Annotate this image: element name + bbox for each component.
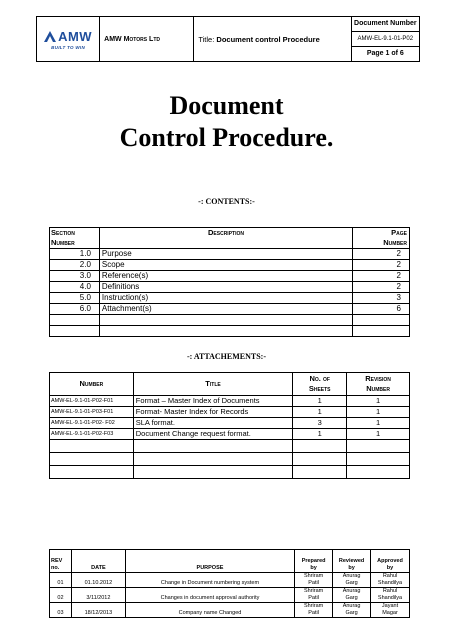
section-description: Instruction(s) xyxy=(99,293,352,304)
approved-first-name: Jayant xyxy=(381,603,399,609)
col-page-line1: Page xyxy=(391,228,407,237)
col-revision-header xyxy=(347,373,410,396)
col-sheets-line2: Sheets xyxy=(308,384,331,393)
revision-table xyxy=(49,549,410,618)
approved-last-name: Shandilya xyxy=(377,580,403,586)
revision-prepared-by xyxy=(295,588,333,603)
blank-cell xyxy=(50,453,134,466)
revision-approved-by xyxy=(371,588,410,603)
attachment-blank-row xyxy=(50,466,410,479)
col-reviewed-line2: by xyxy=(348,565,355,571)
revision-header-row xyxy=(50,550,410,573)
col-page-header xyxy=(353,228,410,249)
logo-text: AMW xyxy=(58,28,93,44)
blank-cell xyxy=(293,453,347,466)
revision-reviewed-by xyxy=(333,603,371,618)
attachment-row xyxy=(50,396,410,407)
blank-cell xyxy=(353,315,410,326)
col-reviewed-header xyxy=(333,550,371,573)
blank-cell xyxy=(50,326,100,337)
revision-row xyxy=(50,573,410,588)
revision-prepared-by xyxy=(295,603,333,618)
blank-cell xyxy=(133,440,293,453)
revision-purpose: Changes in document approval authority xyxy=(125,588,294,603)
section-page: 2 xyxy=(353,282,410,293)
col-section-line1: Section xyxy=(51,228,75,237)
company-name: AMW Motors Ltd xyxy=(100,17,194,62)
attachment-title: SLA format. xyxy=(133,418,293,429)
revision-row xyxy=(50,588,410,603)
attachment-number: AMW-EL-9.1-01-P02- F02 xyxy=(50,418,134,429)
attachment-title: Document Change request format. xyxy=(133,429,293,440)
section-number: 6.0 xyxy=(50,304,100,315)
col-rev-header xyxy=(50,550,72,573)
revision-purpose: Change in Document numbering system xyxy=(125,573,294,588)
col-approved-line1: Approved xyxy=(377,558,403,564)
reviewed-first-name: Anurag xyxy=(342,603,361,609)
contents-row xyxy=(50,293,410,304)
blank-cell xyxy=(50,440,134,453)
section-page: 2 xyxy=(353,260,410,271)
logo-tagline: BUILT TO WIN xyxy=(51,44,86,50)
document-title: Document control Procedure xyxy=(216,34,320,44)
blank-cell xyxy=(353,326,410,337)
col-rev-line2: no. xyxy=(51,565,60,571)
blank-cell xyxy=(293,466,347,479)
section-description: Purpose xyxy=(99,249,352,260)
docnum-value: AMW-EL-9.1-01-P02 xyxy=(352,32,419,47)
approved-first-name: Rahul xyxy=(382,573,398,579)
attachment-row xyxy=(50,418,410,429)
reviewed-first-name: Anurag xyxy=(342,588,361,594)
blank-cell xyxy=(99,315,352,326)
section-page: 3 xyxy=(353,293,410,304)
attachment-title: Format- Master Index for Records xyxy=(133,407,293,418)
attachment-number: AMW-EL-9.1-01-P02-F03 xyxy=(50,429,134,440)
revision-number: 02 xyxy=(50,588,72,603)
contents-row xyxy=(50,260,410,271)
section-description: Attachment(s) xyxy=(99,304,352,315)
attachment-title: Format – Master Index of Documents xyxy=(133,396,293,407)
revision-purpose: Company name Changed xyxy=(125,603,294,618)
revision-date: 01.10.2012 xyxy=(71,573,125,588)
col-date-header: DATE xyxy=(71,550,125,573)
prepared-first-name: Shriram xyxy=(303,603,324,609)
attachment-blank-row xyxy=(50,440,410,453)
main-title xyxy=(0,90,453,154)
prepared-last-name: Patil xyxy=(308,610,319,616)
col-prepared-line1: Prepared xyxy=(301,558,326,564)
col-prepared-header xyxy=(295,550,333,573)
col-sheets-line1: No. of xyxy=(309,374,330,383)
attachment-sheets: 1 xyxy=(293,396,347,407)
attachment-revision: 1 xyxy=(347,418,410,429)
blank-cell xyxy=(133,453,293,466)
attachment-revision: 1 xyxy=(347,407,410,418)
reviewed-last-name: Garg xyxy=(345,580,358,586)
revision-reviewed-by xyxy=(333,588,371,603)
contents-table xyxy=(49,227,410,337)
col-number-header: Number xyxy=(50,373,134,396)
attachment-revision: 1 xyxy=(347,396,410,407)
main-title-line-2: Control Procedure. xyxy=(119,123,334,152)
prepared-last-name: Patil xyxy=(308,580,319,586)
prepared-first-name: Shriram xyxy=(303,588,324,594)
docnum-cell xyxy=(351,17,419,62)
col-desc-header: Description xyxy=(99,228,352,249)
amw-logo-icon xyxy=(44,31,56,42)
contents-blank-row xyxy=(50,315,410,326)
col-rev-line1: REV xyxy=(51,558,63,564)
revision-reviewed-by xyxy=(333,573,371,588)
attachment-blank-row xyxy=(50,453,410,466)
blank-cell xyxy=(133,466,293,479)
section-number: 4.0 xyxy=(50,282,100,293)
blank-cell xyxy=(50,466,134,479)
attachment-number: AMW-EL-9.1-01-P02-F01 xyxy=(50,396,134,407)
contents-heading: -: CONTENTS:- xyxy=(198,197,255,206)
blank-cell xyxy=(293,440,347,453)
col-section-line2: Number xyxy=(51,238,75,247)
col-page-line2: Number xyxy=(383,238,407,247)
revision-prepared-by xyxy=(295,573,333,588)
contents-row xyxy=(50,282,410,293)
col-revision-line2: Number xyxy=(366,384,390,393)
blank-cell xyxy=(347,466,410,479)
attachment-sheets: 1 xyxy=(293,407,347,418)
col-prepared-line2: by xyxy=(310,565,317,571)
section-number: 1.0 xyxy=(50,249,100,260)
document-title-cell xyxy=(194,17,351,62)
section-description: Reference(s) xyxy=(99,271,352,282)
revision-number: 01 xyxy=(50,573,72,588)
logo-cell xyxy=(37,17,100,62)
document-header xyxy=(36,16,420,62)
approved-last-name: Shandilya xyxy=(377,595,403,601)
section-page: 2 xyxy=(353,249,410,260)
section-number: 3.0 xyxy=(50,271,100,282)
attachment-sheets: 3 xyxy=(293,418,347,429)
section-number: 5.0 xyxy=(50,293,100,304)
revision-date: 18/12/2013 xyxy=(71,603,125,618)
attachment-sheets: 1 xyxy=(293,429,347,440)
title-prefix: Title: xyxy=(198,34,215,44)
attachments-heading: -: ATTACHEMENTS:- xyxy=(186,352,267,361)
contents-row xyxy=(50,304,410,315)
attachment-number: AMW-EL-9.1-01-P03-F01 xyxy=(50,407,134,418)
blank-cell xyxy=(50,315,100,326)
revision-approved-by xyxy=(371,603,410,618)
revision-date: 3/11/2012 xyxy=(71,588,125,603)
section-page: 2 xyxy=(353,271,410,282)
col-revision-line1: Revision xyxy=(365,374,391,383)
contents-row xyxy=(50,271,410,282)
reviewed-last-name: Garg xyxy=(345,610,358,616)
blank-cell xyxy=(347,440,410,453)
blank-cell xyxy=(347,453,410,466)
col-approved-line2: by xyxy=(386,565,394,571)
prepared-last-name: Patil xyxy=(308,595,319,601)
main-title-line-1: Document xyxy=(169,91,284,120)
col-purpose-header: PURPOSE xyxy=(125,550,294,573)
docnum-label: Document Number xyxy=(352,17,419,32)
prepared-first-name: Shriram xyxy=(303,573,324,579)
revision-approved-by xyxy=(371,573,410,588)
approved-last-name: Magar xyxy=(382,610,398,616)
section-page: 6 xyxy=(353,304,410,315)
attachment-revision: 1 xyxy=(347,429,410,440)
attachments-table xyxy=(49,372,410,479)
col-reviewed-line1: Reviewed xyxy=(338,558,365,564)
page-number: Page 1 of 6 xyxy=(366,50,404,57)
col-approved-header xyxy=(371,550,410,573)
approved-first-name: Rahul xyxy=(382,588,398,594)
contents-blank-row xyxy=(50,326,410,337)
section-number: 2.0 xyxy=(50,260,100,271)
attachment-row xyxy=(50,407,410,418)
section-description: Definitions xyxy=(99,282,352,293)
col-sheets-header xyxy=(293,373,347,396)
revision-number: 03 xyxy=(50,603,72,618)
blank-cell xyxy=(99,326,352,337)
reviewed-last-name: Garg xyxy=(345,595,358,601)
col-section-header xyxy=(50,228,100,249)
section-description: Scope xyxy=(99,260,352,271)
revision-row xyxy=(50,603,410,618)
reviewed-first-name: Anurag xyxy=(342,573,361,579)
contents-row xyxy=(50,249,410,260)
attachment-row xyxy=(50,429,410,440)
col-title-header: Title xyxy=(133,373,293,396)
